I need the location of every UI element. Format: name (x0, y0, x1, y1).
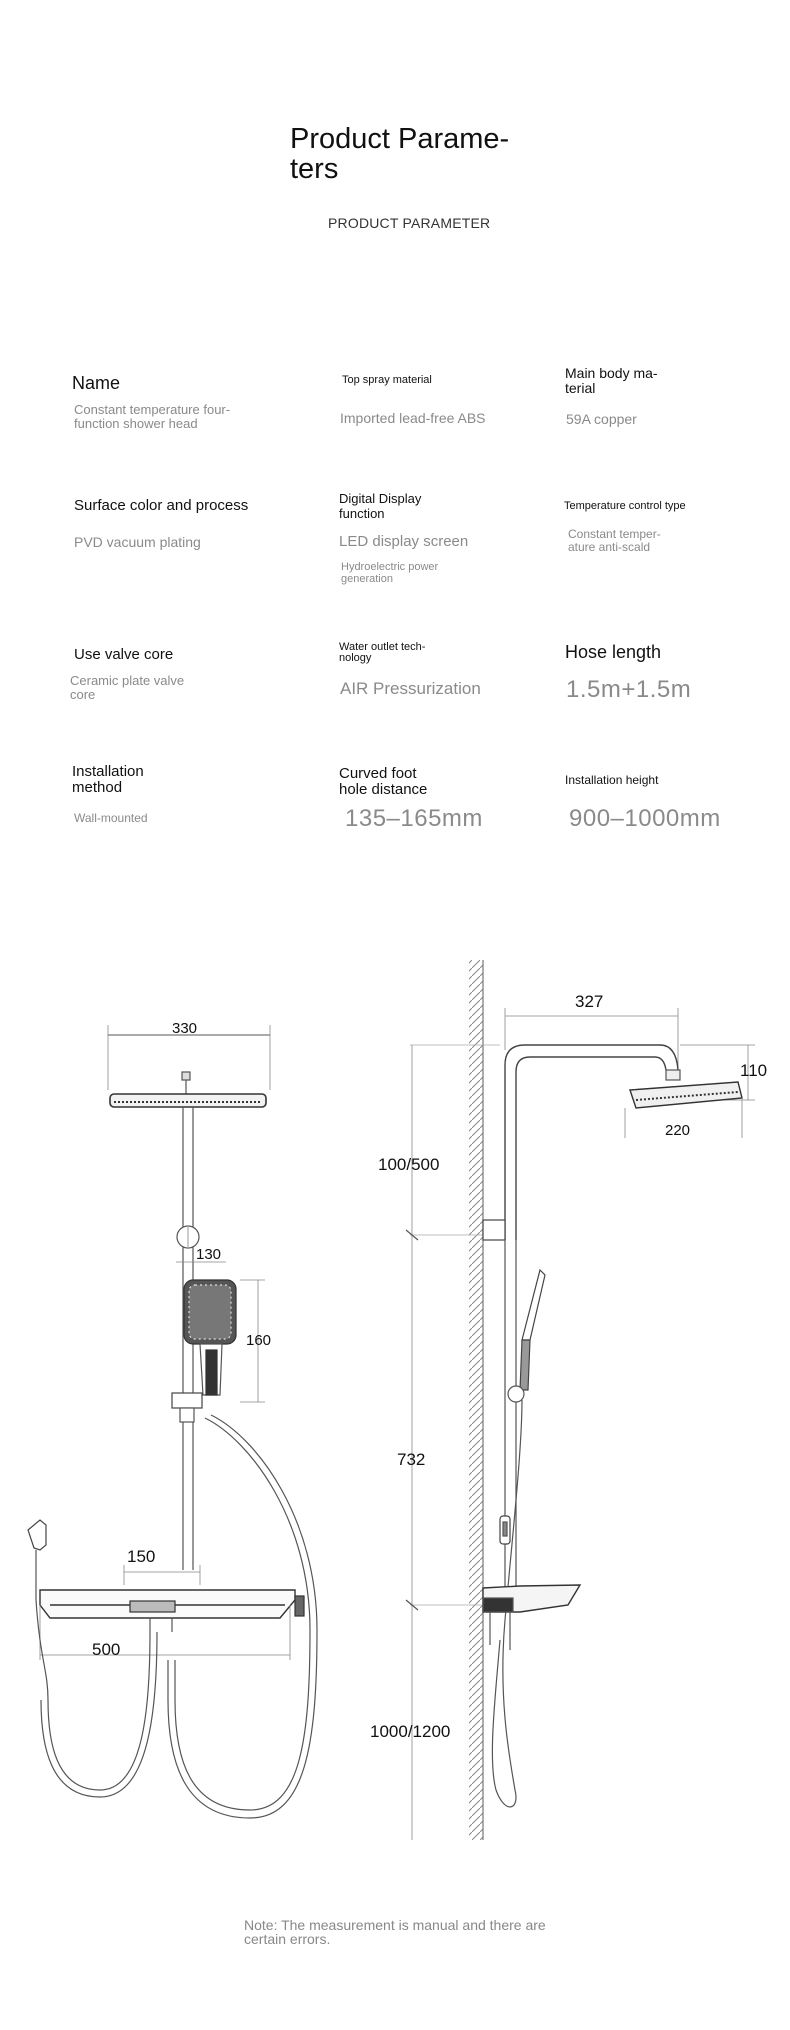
param-outlet-value: AIR Pressurization (340, 679, 481, 698)
param-curved-foot-label-line-2: hole distance (339, 781, 428, 798)
param-name-value-line-2: function shower head (74, 416, 198, 431)
param-name-value-line-1: Constant temperature four- (74, 402, 231, 417)
param-curved-foot-label-line-1: Curved foot (339, 765, 417, 782)
param-install-height-label: Installation height (565, 773, 659, 787)
page-subtitle: PRODUCT PARAMETER (328, 215, 491, 231)
side-view-drawing (406, 960, 755, 1840)
measurement-note-line-1: Note: The measurement is manual and there are (244, 1917, 546, 1933)
page-title-line-2: ters (290, 153, 339, 185)
param-curved-foot-value: 135–165mm (345, 805, 483, 832)
param-valve-value-line-2: core (70, 687, 96, 702)
side-dim-110: 110 (740, 1061, 768, 1080)
param-digital-label-line-1: Digital Display (339, 491, 422, 506)
front-dim-160: 160 (246, 1332, 272, 1349)
side-dim-327: 327 (575, 992, 604, 1011)
param-install-method-label-line-1: Installation (72, 763, 144, 780)
side-dim-100-500: 100/500 (378, 1155, 440, 1174)
param-digital-label-line-2: function (339, 506, 385, 521)
param-temp-control-value-line-2: ature anti-scald (568, 540, 651, 554)
param-main-body-value: 59A copper (566, 411, 637, 427)
param-hose-value: 1.5m+1.5m (566, 676, 692, 703)
front-dim-150: 150 (127, 1547, 156, 1566)
param-install-method-label-line-2: method (72, 779, 123, 796)
param-install-height-value: 900–1000mm (569, 805, 721, 832)
param-temp-control-value-line-1: Constant temper- (568, 527, 661, 541)
param-top-spray-value: Imported lead-free ABS (340, 410, 486, 426)
front-dim-500: 500 (92, 1640, 121, 1659)
param-valve-value-line-1: Ceramic plate valve (70, 673, 185, 688)
param-surface-label: Surface color and process (74, 497, 249, 514)
param-hose-label: Hose length (565, 642, 662, 662)
front-view-drawing (28, 1025, 317, 1818)
measurement-note (244, 1918, 584, 1946)
param-digital-sub-line-1: Hydroelectric power (341, 561, 439, 573)
param-name-label: Name (72, 373, 121, 393)
param-digital-sub-line-2: generation (341, 573, 393, 585)
param-main-body-label-line-2: terial (565, 380, 596, 396)
param-outlet-label-line-2: nology (339, 652, 372, 664)
param-top-spray-label: Top spray material (342, 374, 432, 386)
measurement-note-line-2: certain errors. (244, 1931, 331, 1947)
page-title-line-1: Product Parame- (290, 123, 510, 155)
param-install-method-value: Wall-mounted (74, 811, 148, 825)
param-surface-value: PVD vacuum plating (74, 534, 201, 550)
param-outlet-label-line-1: Water outlet tech- (339, 641, 426, 653)
param-temp-control-label: Temperature control type (564, 500, 686, 512)
param-digital-value: LED display screen (339, 533, 469, 550)
param-main-body-label-line-1: Main body ma- (565, 365, 658, 381)
side-dim-220: 220 (665, 1122, 691, 1139)
side-dim-1000-1200: 1000/1200 (370, 1722, 451, 1741)
front-dim-130: 130 (196, 1246, 222, 1263)
side-dim-732: 732 (397, 1450, 426, 1469)
front-dim-330: 330 (172, 1020, 198, 1037)
param-valve-label: Use valve core (74, 646, 174, 663)
